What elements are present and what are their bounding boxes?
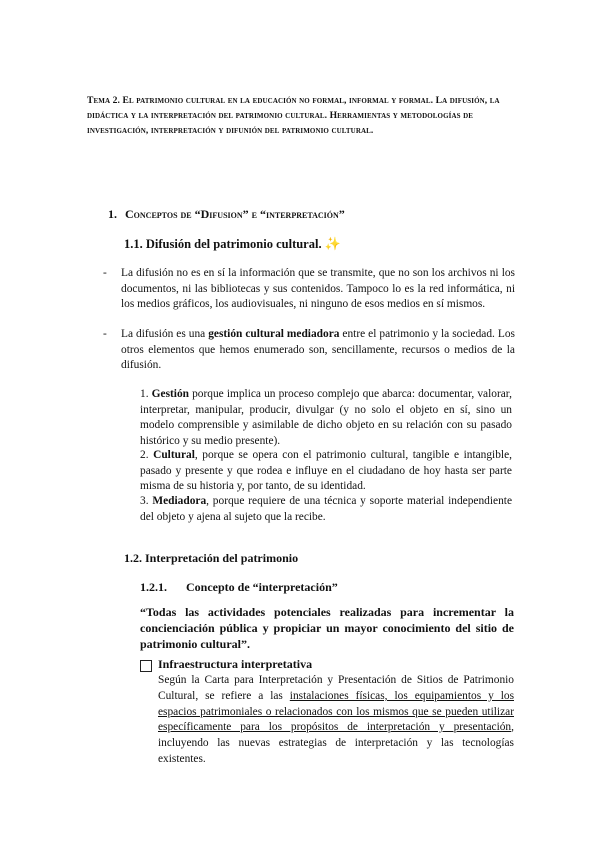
numbered-item-number: 3. [140,495,149,507]
section-1-number: 1. [108,207,117,221]
document-title: Tema 2. El patrimonio cultural en la educación no formal, informal y formal. La difusión, la didáctica y la interpretación del patrimonio cultural. Herramientas y metodologías de investigación, interpretación y difunión del patrimonio cultural. [87,95,500,137]
section-1-title: Conceptos de “Difusion” e “interpretación” [125,207,345,221]
numbered-item-bold: Mediadora [152,495,207,507]
section-1-2-heading: 1.2. Interpretación del patrimonio [124,551,299,565]
numbered-item-bold: Gestión [151,388,189,400]
bullet-text [121,327,515,374]
checkbox-bullet-icon [140,660,152,672]
definition-quote: “Todas las actividades potenciales realizadas para incrementar la concienciación pública y propiciar un mayor conocimiento del sitio de patrimonio cultural”. [140,605,514,651]
section-1-2-1-heading [140,580,338,595]
bullet-text: La difusión no es en sí la información que se transmite, que no son los archivos ni los documentos, ni las bibliotecas y sus contenidos. Tampoco lo es la red informática, ni los medios gráficos, los audiovisuales, ni ninguno de esos medios en sí mismos. [121,267,515,311]
numbered-item-text: , porque se opera con el patrimonio cultural, tangible e intangible, pasado y presente y que rodea e influye en el ciudadano de hoy hasta ser parte misma de su historia y, por tanto, de su identidad. [140,449,512,493]
infrastructure-text-post: , incluyendo las nuevas estrategias de interpretación y las tecnologías existentes. [158,721,514,765]
section-1-heading [108,207,345,222]
bullet-dash: - [103,328,107,340]
numbered-item-bold: Cultural [153,449,195,461]
numbered-item-1 [140,387,512,449]
infrastructure-heading: Infraestructura interpretativa [158,657,313,671]
bullet-text-pre: La difusión es una [121,328,209,340]
infrastructure-text-pre: Según la Carta para Interpretación y Presentación de Sitios de Patrimonio Cultural, se refiere a las [158,674,514,702]
section-1-1-heading [124,236,341,252]
infrastructure-paragraph [158,673,514,768]
infrastructure-text-underlined: instalaciones físicas, los equipamientos y los espacios patrimoniales o relacionados con los mismos que se pueden utilizar específicamente para los propósitos de interpretación y presentación [158,689,514,734]
section-1-2-1-number: 1.2.1. [140,580,167,594]
numbered-item-2 [140,448,512,495]
numbered-item-number: 2. [140,449,149,461]
sparkle-icon: ✨ [324,236,341,251]
numbered-item-number: 1. [140,388,149,400]
bullet-dash: - [103,267,107,279]
section-1-1-title: 1.1. Difusión del patrimonio cultural. [124,237,322,251]
bullet-text-bold: gestión cultural mediadora [208,328,340,340]
numbered-item-text: porque implica un proceso complejo que abarca: documentar, valorar, interpretar, manipular, producir, divulgar (y no solo el objeto en sí, sino un modelo comprensible y asimilable de dicho objeto en su relación con su pasado histórico y su medio presente). [140,388,512,447]
numbered-item-3 [140,494,512,525]
numbered-item-text: , porque requiere de una técnica y soporte material independiente del objeto y ajena al sujeto que la recibe. [140,495,512,523]
bullet-text-post: entre el patrimonio y la sociedad. Los otros elementos que hemos enumerado son, sencillamente, recursos o medios de la difusión. [121,328,515,372]
section-1-2-1-title: Concepto de “interpretación” [186,580,338,594]
